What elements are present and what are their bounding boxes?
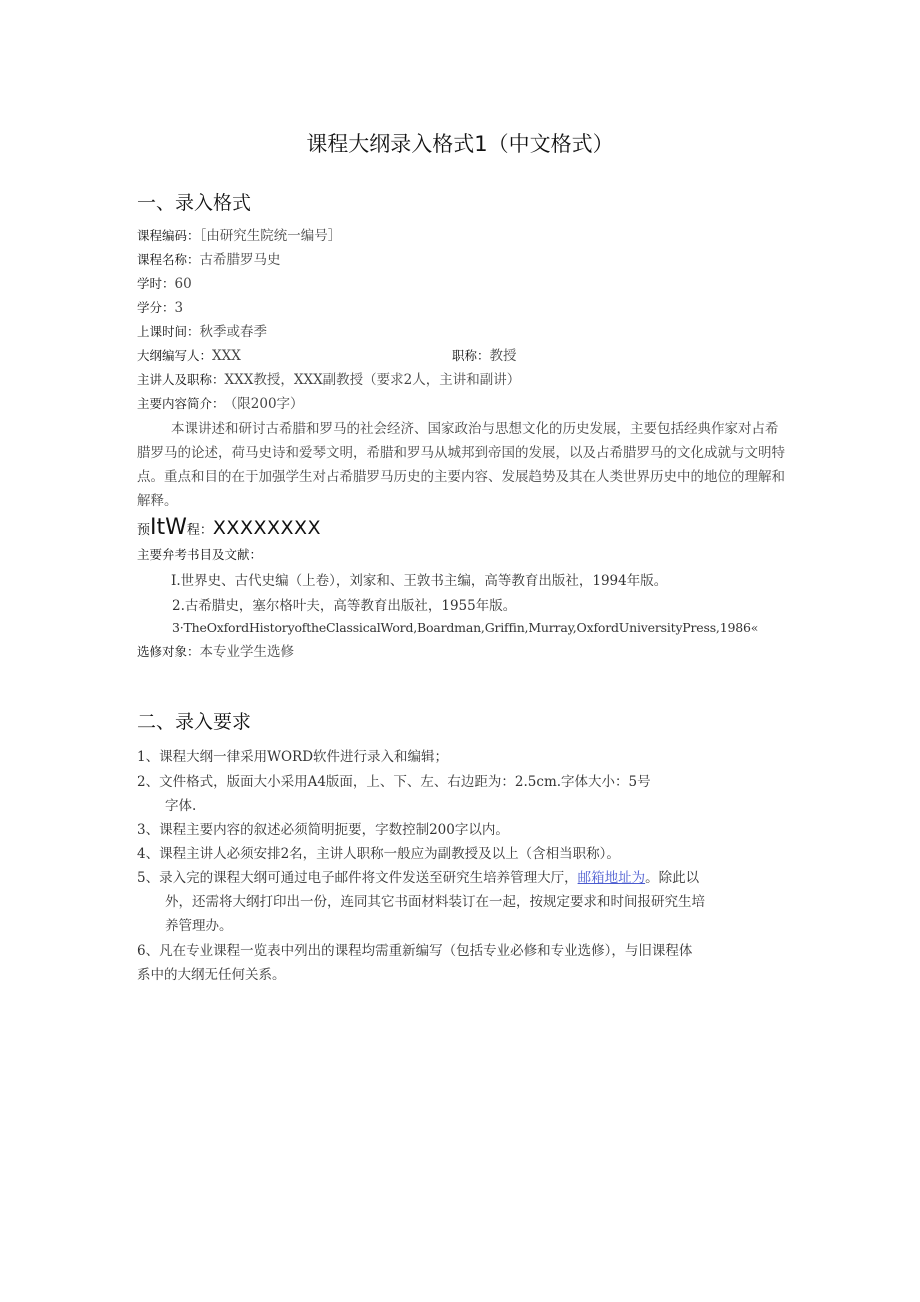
reference-item: 2.古希腊史，塞尔格叶夫，高等教育出版社，1955年版。	[172, 598, 517, 614]
email-address-link[interactable]: 邮箱地址为	[577, 870, 646, 886]
term-value: 秋季或春季	[199, 324, 268, 340]
requirement-2: 2、文件格式，版面大小采用A4版面，上、下、左、右边距为：2.5cm.字体大小：5号	[137, 774, 651, 790]
author-value: XXX	[212, 348, 241, 364]
course-name-row	[137, 250, 281, 271]
author-title-value: 教授	[489, 348, 517, 364]
credits-value: 3	[174, 300, 184, 316]
requirement-1: 1、课程大纲一律采用WORD软件进行录入和编辑；	[137, 749, 449, 765]
summary-row	[137, 394, 304, 415]
summary-text: 本课讲述和研讨古希腊和罗马的社会经济、国家政治与思想文化的历史发展，主要包括经典作家对占希腊罗马的论述，荷马史诗和爱琴文明，希腊和罗马从城邦到帝国的发展，以及占希腊罗马的文化成就与文明特点。重点和目的在于加强学生对占希腊罗马历史的主要内容、发展趋势及其在人类世界历史中的地位的理解和解释。	[137, 421, 785, 509]
course-code-label: 课程编码：	[137, 228, 200, 243]
summary-note: （限200字）	[230, 396, 304, 412]
requirement-3: 3、课程主要内容的叙述必须简明扼要，字数控制200字以内。	[137, 822, 509, 838]
author-title-label: 职称：	[452, 348, 490, 363]
prereq-value: XXXXXXXX	[212, 517, 322, 539]
prereq-row	[137, 515, 321, 540]
requirement-5-cont-2: 养管理办。	[165, 918, 233, 934]
credits-row	[137, 298, 183, 319]
requirement-5-cont: 外，还需将大纲打印出一份，连同其它书面材料装订在一起，按规定要求和时间报研究生培	[165, 894, 705, 910]
requirement-5-text-end: 。除此以	[645, 870, 700, 886]
course-code-value: ［由研究生院统一编号］	[199, 228, 342, 244]
requirement-4: 4、课程主讲人必须安排2名，主讲人职称一般应为副教授及以上（含相当职称）。	[137, 846, 620, 862]
lecturers-label: 主讲人及职称：	[137, 372, 225, 387]
requirement-6-cont: 系中的大纲无任何关系。	[137, 967, 286, 983]
author-title-row	[452, 346, 517, 367]
requirement-2-cont: 字体.	[165, 798, 197, 814]
reference-item: 3·TheOxfordHistoryoftheClassicalWord,Boardman,Griffin,Murray,OxfordUniversityPress,1986«	[172, 620, 759, 635]
elective-label: 选修对象：	[137, 644, 200, 659]
summary-paragraph	[137, 417, 787, 513]
requirement-5	[137, 866, 699, 886]
section-1-heading: 一、录入格式	[137, 192, 252, 214]
requirement-5-text: 5、录入完的课程大纲可通过电子邮件将文件发送至研究生培养管理大厅，	[137, 870, 578, 886]
page-title: 课程大纲录入格式1（中文格式）	[306, 132, 614, 156]
credits-label: 学分：	[137, 300, 175, 315]
course-code-row	[137, 226, 341, 247]
requirement-6: 6、凡在专业课程一览表中列出的课程均需重新编写（包括专业必修和专业选修），与旧课程体	[137, 943, 693, 959]
references-label: 主要弁考书目及文献：	[137, 547, 263, 562]
prereq-label-a: 预	[137, 523, 151, 538]
term-label: 上课时间：	[137, 324, 200, 339]
course-name-label: 课程名称：	[137, 252, 200, 267]
lecturers-row	[137, 370, 520, 391]
author-row	[137, 346, 241, 367]
lecturers-value: XXX教授，XXX副教授（要求2人，主讲和副讲）	[224, 372, 521, 388]
author-label: 大纲编写人：	[137, 348, 213, 363]
hours-row	[137, 274, 192, 295]
prereq-label-b: ItW	[150, 515, 187, 540]
references-row	[137, 545, 262, 566]
summary-label: 主要内容简介：	[137, 396, 225, 411]
hours-label: 学时：	[137, 276, 175, 291]
elective-row	[137, 642, 294, 663]
reference-item: I.世界史、古代史编（上卷），刘家和、王敦书主编，高等教育出版社，1994年版。	[171, 573, 668, 589]
section-2-heading: 二、录入要求	[137, 711, 252, 733]
hours-value: 60	[174, 276, 192, 292]
prereq-label-c: 程：	[186, 523, 213, 538]
elective-value: 本专业学生选修	[199, 644, 295, 660]
term-row	[137, 322, 267, 343]
course-name-value: 古希腊罗马史	[199, 252, 281, 268]
